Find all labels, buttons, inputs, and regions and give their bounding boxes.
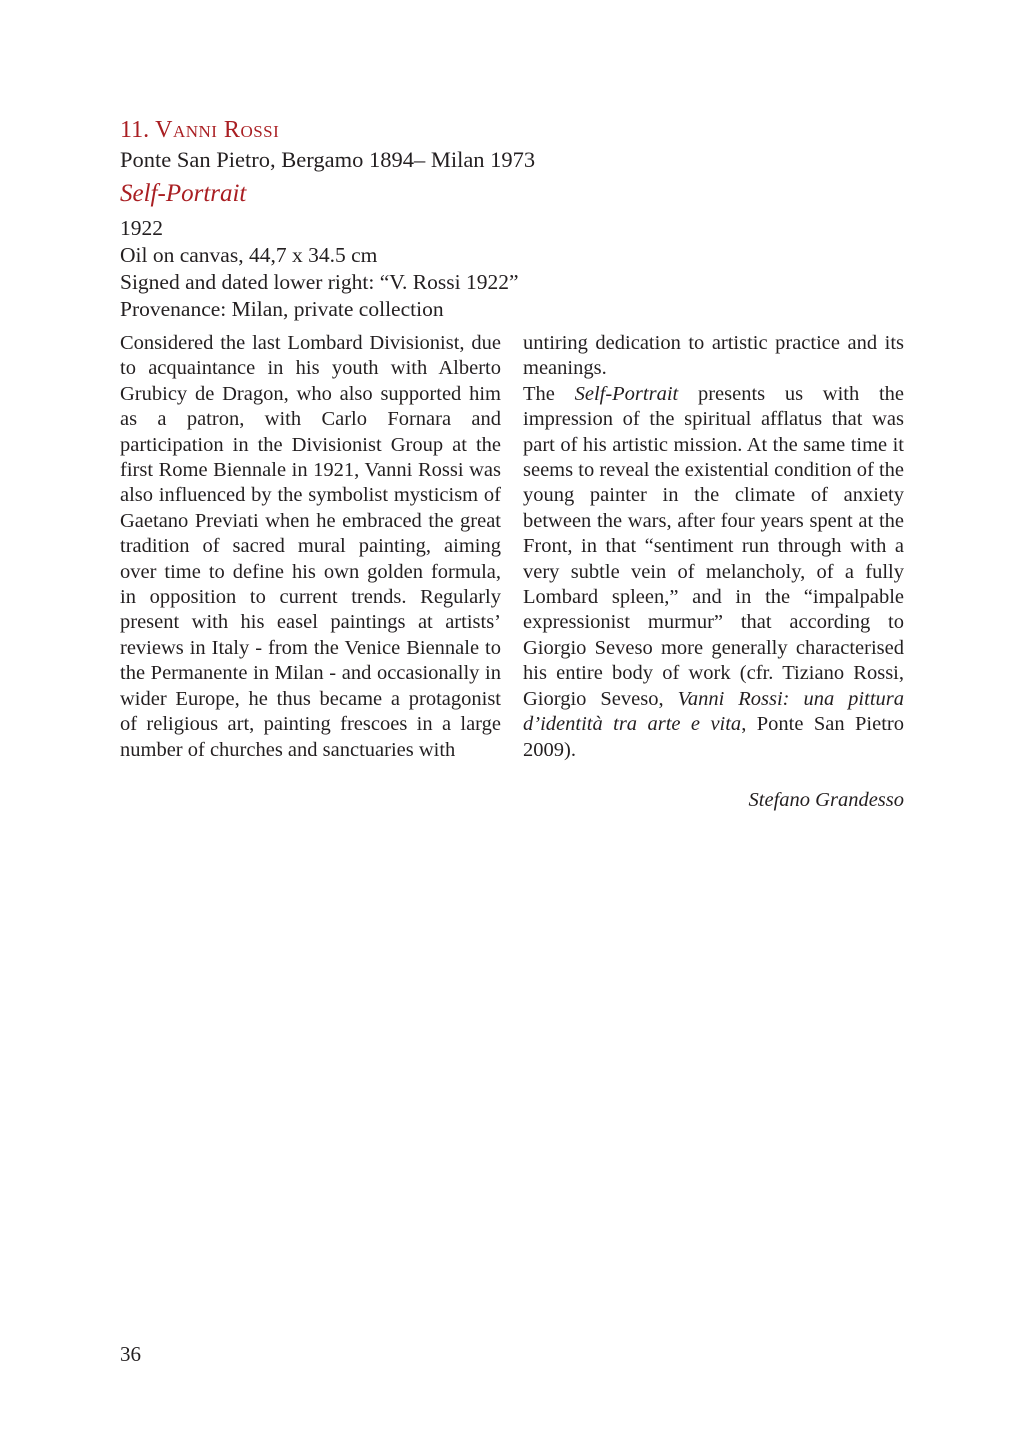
provenance-note: Provenance: Milan, private collection (120, 297, 444, 321)
body-column-right (523, 331, 904, 813)
paragraph: The Self-Portrait presents us with the impression of the spiritual afflatus that was part of his artistic mission. At the same time it seems to reveal the existential condition of the young painter in the climate of anxiety between the wars, after four years spent at the Front, in that “sentiment run through with a very subtle vein of melancholy, of a fully Lombard spleen,” and in the “impalpable expressionist murmur” that according to Giorgio Seveso more generally characterised his entire body of work (cfr. Tiziano Rossi, Giorgio Seveso, Vanni Rossi: una pittura d’identità tra arte e vita, Ponte San Pietro 2009). (523, 382, 904, 761)
catalog-entry-heading (120, 117, 279, 145)
artwork-year: 1922 (120, 216, 163, 240)
artwork-title: Self-Portrait (120, 180, 247, 207)
paragraph: untiring dedication to artistic practice and its meanings. (523, 332, 904, 380)
artist-name: Vanni Rossi (155, 117, 280, 143)
page-number: 36 (120, 1342, 141, 1366)
body-column-right-paragraphs (523, 331, 904, 763)
body-column-left (120, 331, 501, 763)
artist-life-dates: Ponte San Pietro, Bergamo 1894– Milan 1973 (120, 147, 536, 172)
artwork-medium: Oil on canvas, 44,7 x 34.5 cm (120, 243, 378, 267)
catalog-number: 11. (120, 117, 150, 143)
author-signature: Stefano Grandesso (748, 788, 904, 811)
signature-note: Signed and dated lower right: “V. Rossi 1922” (120, 270, 519, 294)
paragraph: Considered the last Lombard Divisionist, due to acquaintance in his youth with Alberto Grubicy de Dragon, who also supported him as a patron, with Carlo Fornara and participation in the Divisionist Group at the first Rome Biennale in 1921, Vanni Rossi was also influenced by the symbolist mysticism of Gaetano Previati when he embraced the great tradition of sacred mural painting, aiming over time to define his own golden formula, in opposition to current trends. Regularly present with his easel paintings at artists’ reviews in Italy - from the Venice Biennale to the Permanente in Milan - and occasionally in wider Europe, he thus became a protagonist of religious art, painting frescoes in a large number of churches and sanctuaries with (120, 332, 501, 761)
